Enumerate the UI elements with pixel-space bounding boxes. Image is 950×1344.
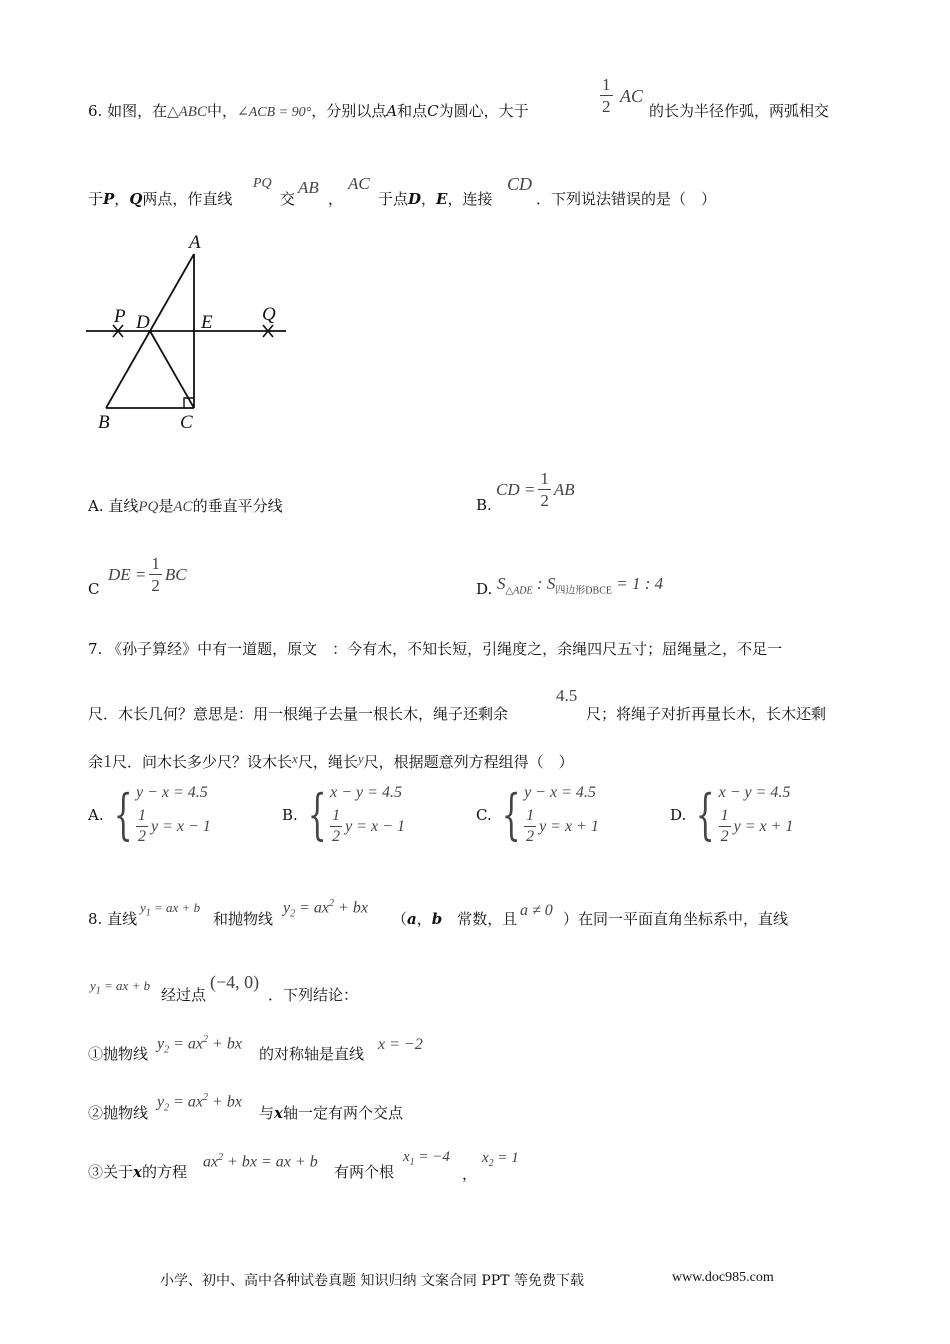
q8-c3-b: 有两个根 [334, 1163, 395, 1181]
label-d: D [136, 312, 150, 333]
q6-line2: 于P，Q两点，作直线 [88, 190, 233, 208]
q6-option-b-math: CD = $\frac{1}{2}$ AB [496, 469, 575, 510]
label-e: E [201, 312, 213, 333]
q8-line2-eq: $y_1$ = ax + b [90, 978, 151, 997]
q8-neq: a ≠ 0 [520, 902, 553, 919]
q6-comma: ， [328, 190, 344, 208]
q7-option-d[interactable]: D. { x − y = 4.5 $\frac{1}{2}$ y = x + 1 [670, 782, 794, 846]
q8-c1-b: 的对称轴是直线 [259, 1045, 365, 1063]
q6-half-fraction: $\frac{1}{2}$ [602, 75, 611, 116]
q7-line2: 尺．木长几何？意思是：用一根绳子去量一根长木，绳子还剩余 [88, 705, 509, 723]
q7-line3: 余1尺．问木长多少尺？设木长x尺，绳长y尺，根据题意列方程组得（ ） [88, 751, 574, 771]
q7-line1: 7. 《孙子算经》中有一道题，原文 ：今有木，不知长短，引绳度之，余绳四尺五寸；屈绳量之，不足一 [88, 640, 783, 658]
q7-value-45: 4.5 [556, 686, 578, 705]
q7-option-b[interactable]: B. { x − y = 4.5 $\frac{1}{2}$ y = x − 1 [282, 782, 405, 846]
q6-cd: CD [507, 174, 533, 194]
footer-text: 小学、初中、高中各种试卷真题 知识归纳 文案合同 PPT 等免费下载 [160, 1273, 584, 1289]
q6-ab: AB [298, 178, 319, 197]
q8-conclusion-3: ③关于x的方程 [88, 1163, 187, 1181]
q8-c2-eq: $y_2 = ax^2$ + bx [157, 1092, 242, 1114]
q8-line1-tail: ）在同一平面直角坐标系中，直线 [563, 910, 789, 928]
q8-c3-eq: $ax^2$ + bx = ax + b [203, 1152, 318, 1171]
q8-c3-root2: $x_2 = 1$ [482, 1150, 519, 1169]
label-b: B [98, 412, 110, 433]
label-c: C [180, 412, 193, 433]
q6-ac2: AC [348, 174, 370, 193]
q6-triangle-figure [80, 228, 300, 438]
q6-line1: 6. 如图，在△ABC中，∠ACB = 90°，分别以点A和点C为圆心，大于 [88, 102, 529, 120]
q6-option-d-math: $S_{\triangle ADE}$ : $S_{四边形DBCE} = 1$ : 4 [497, 574, 664, 597]
q7-option-a[interactable]: A. { y − x = 4.5 $\frac{1}{2}$ y = x − 1 [88, 782, 211, 846]
footer-url[interactable]: www.doc985.com [672, 1270, 774, 1285]
q8-parabola-eq: $y_2 = ax^2$ + bx [283, 898, 368, 920]
q6-option-c-label[interactable]: C [88, 580, 100, 598]
q6-jiao: 交 [280, 190, 296, 208]
q6-option-d-label[interactable]: D. [476, 580, 493, 598]
q6-line2-tail: ．下列说法错误的是（ ） [536, 190, 717, 208]
q6-line1-tail: 的长为半径作弧，两弧相交 [649, 102, 830, 120]
q8-conclusion-2: ②抛物线 [88, 1104, 149, 1122]
q8-line1-c: （a，b 常数，且 [392, 910, 518, 928]
q8-point: (−4, 0) [210, 972, 260, 992]
q8-line2-a: 经过点 [161, 986, 207, 1004]
q6-line2-mid: 于点D，E，连接 [378, 190, 493, 208]
segment-cd [150, 331, 194, 408]
q6-ac-label: AC [620, 86, 644, 106]
label-p: P [114, 306, 126, 327]
q8-c1-axis: x = −2 [378, 1036, 423, 1053]
q8-line1-b: 和抛物线 [213, 910, 274, 928]
q8-c2-b: 与x轴一定有两个交点 [259, 1104, 403, 1122]
label-q: Q [262, 304, 276, 325]
q6-pq: PQ [253, 176, 272, 191]
q7-option-c[interactable]: C. { y − x = 4.5 $\frac{1}{2}$ y = x + 1 [476, 782, 599, 846]
q8-conclusion-1: ①抛物线 [88, 1045, 149, 1063]
label-a: A [189, 232, 201, 253]
q8-c3-root1: $x_1 = -4$ [403, 1149, 450, 1168]
q6-option-c-math: DE = $\frac{1}{2}$ BC [108, 554, 187, 595]
q8-line1: 8. 直线 [88, 910, 138, 928]
q8-c3-comma: ， [462, 1165, 478, 1183]
q6-option-b-label[interactable]: B. [476, 496, 492, 514]
q6-option-a[interactable]: A. 直线PQ是AC的垂直平分线 [88, 497, 283, 515]
q7-line2-tail: 尺；将绳子对折再量长木，长木还剩 [586, 705, 827, 723]
q8-line-eq: $y_1$ = ax + b [140, 900, 201, 919]
q8-line2-b: ．下列结论： [268, 986, 359, 1004]
q8-c1-eq: $y_2 = ax^2$ + bx [157, 1034, 242, 1056]
